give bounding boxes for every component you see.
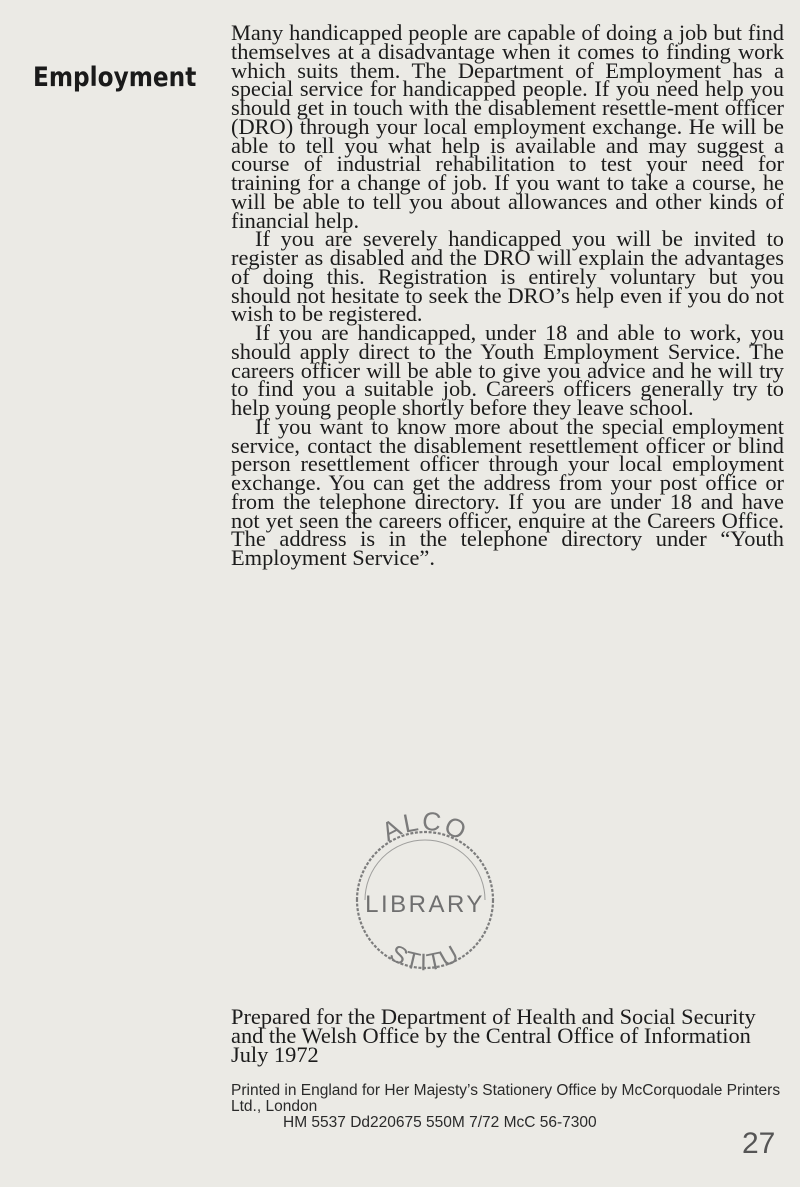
print-codes: HM 5537 Dd220675 550M 7/72 McC 56-7300 — [283, 1114, 597, 1131]
printer-line: Printed in England for Her Majesty’s Stationery Office by McCorquodale Printers Ltd., London — [231, 1082, 781, 1115]
paragraph: If you are severely handicapped you will be invited to register as disabled and the DRO will explain the advantages of doing this. Registration is entirely voluntary but you should not hesitate to seek the DRO’s help even if you do not wish to be registered. — [231, 226, 784, 327]
stamp-center-text: LIBRARY — [365, 891, 485, 918]
printer-imprint — [231, 1083, 791, 1131]
prepared-line: Prepared for the Department of Health and Social Security — [231, 1004, 756, 1029]
page-number: 27 — [742, 1127, 776, 1160]
section-heading: Employment — [33, 62, 197, 93]
paragraph: If you are handicapped, under 18 and able to work, you should apply direct to the Youth Employment Service. The careers officer will be able to give you advice and he will try to find you a suitable job. Careers officers generally try to help young people shortly before they leave school. — [231, 320, 784, 420]
paragraph: If you want to know more about the special employment service, contact the disablement resettlement officer or blind person resettlement officer through your local employment exchange. You can get the address from your post office or from the telephone directory. If you are under 18 and have not yet seen the careers officer, enquire at the Careers Office. The address is in the telephone directory under “Youth Employment Service”. — [231, 413, 784, 570]
library-stamp — [325, 800, 525, 1000]
body-text — [231, 20, 784, 570]
prepared-statement — [231, 1004, 791, 1067]
publication-date: July 1972 — [231, 1041, 319, 1067]
prepared-line: and the Welsh Office by the Central Office of Information — [231, 1022, 751, 1048]
paragraph: Many handicapped people are capable of doing a job but find themselves at a disadvantage when it comes to finding work which suits them. The Department of Employment has a special service for handicapped people. If you need help you should get in touch with the disablement resettle-ment officer (DRO) through your local employment exchange. He will be able to tell you what help is available and may suggest a course of industrial rehabilitation to test your need for training for a change of job. If you want to take a course, he will be able to tell you about allowances and other kinds of financial help. — [231, 20, 784, 233]
stamp-top-arc-text: ALCO — [376, 805, 473, 847]
stamp-bottom-arc-text: STITU — [384, 939, 466, 977]
